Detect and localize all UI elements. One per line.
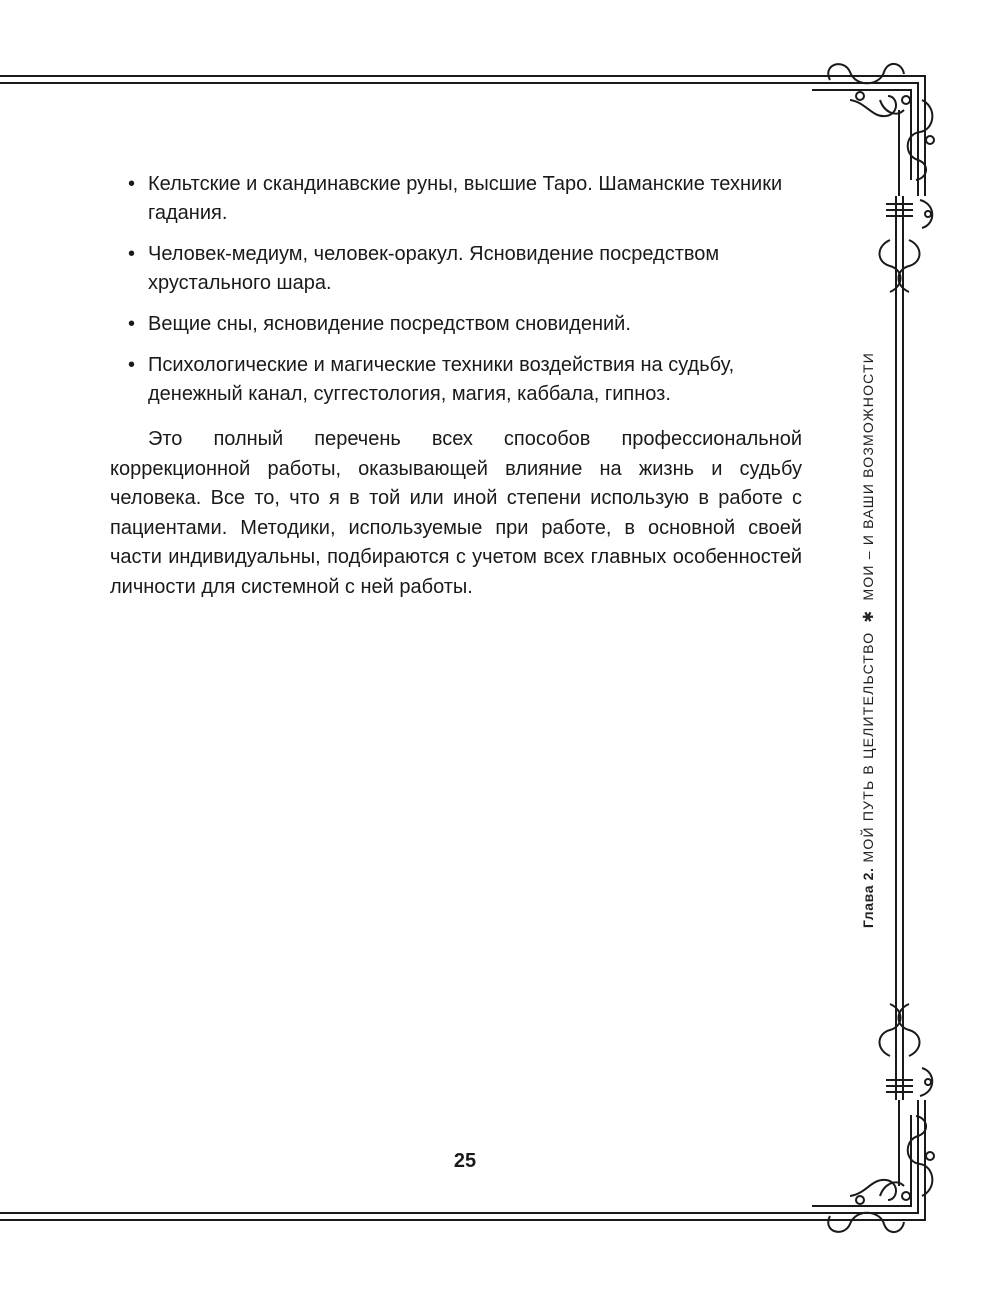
running-head: [858, 340, 878, 940]
bullet-icon: •: [128, 243, 136, 265]
top-right-ornament: [805, 64, 934, 300]
bullet-icon: •: [128, 173, 136, 195]
bullet-text: Психологические и магические техники воздействия на судьбу, денежный канал, суггестология, магия, каббала, гипноз.: [148, 354, 735, 405]
running-head-title-part1: МОЙ ПУТЬ В ЦЕЛИТЕЛЬСТВО: [860, 631, 876, 863]
list-item: [110, 170, 810, 228]
bullet-list: [110, 170, 810, 421]
list-item: [110, 240, 810, 298]
bullet-text: Человек-медиум, человек-оракул. Ясновидение посредством хрустального шара.: [148, 243, 720, 294]
star-separator-icon: ✱: [860, 609, 876, 623]
body-paragraph: Это полный перечень всех способов профессиональной коррекционной работы, оказывающей влияние на жизнь и судьбу человека. Все то, что я в той или иной степени использую в работе с пациентами. Методики, используемые при работе, в основной своей части индивидуальны, подбираются с учетом всех главных особенностей личности для системной с ней работы.: [110, 428, 802, 598]
list-item: [110, 310, 810, 339]
bullet-text: Вещие сны, ясновидение посредством сновидений.: [148, 313, 631, 335]
running-head-chapter: Глава 2.: [860, 867, 876, 929]
page-number: 25: [453, 1150, 477, 1172]
list-item: [110, 351, 810, 409]
bottom-right-ornament: [805, 998, 934, 1232]
running-head-title-part2: МОИ – И ВАШИ ВОЗМОЖНОСТИ: [860, 351, 876, 601]
bullet-text: Кельтские и скандинавские руны, высшие Таро. Шаманские техники гадания.: [148, 173, 783, 224]
bullet-icon: •: [128, 313, 136, 335]
bullet-icon: •: [128, 354, 136, 376]
